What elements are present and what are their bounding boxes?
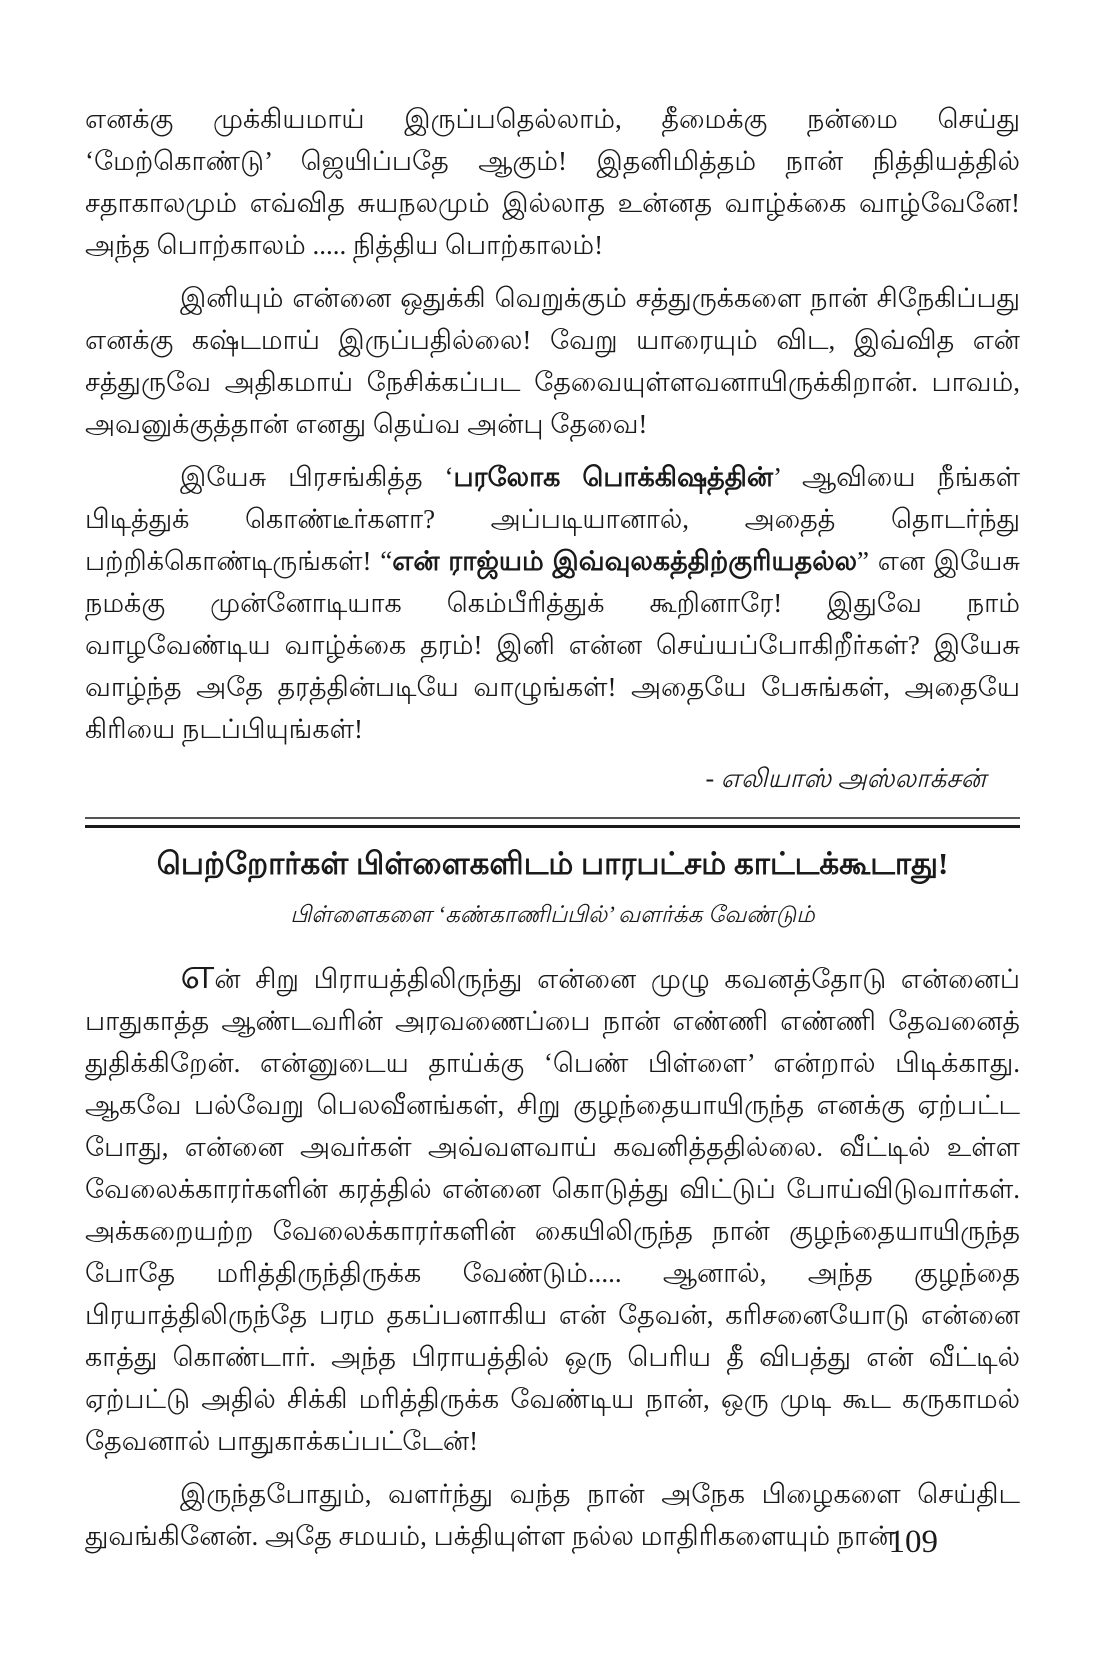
paragraph [85,456,1020,750]
article-section [85,844,1020,1557]
text-segment: ன் சிறு பிராயத்திலிருந்து என்னை முழு கவனத்தோடு என்னைப் பாதுகாத்த ஆண்டவரின் அரவணைப்பை நான் எண்ணி எண்ணி தேவனைத் துதிக்கிறேன். என்னுடைய தாய்க்கு ‘பெண் பிள்ளை’ என்றால் பிடிக்காது. ஆகவே பல்வேறு பெலவீனங்கள், சிறு குழந்தையாயிருந்த எனக்கு ஏற்பட்ட போது, என்னை அவர்கள் அவ்வளவாய் கவனித்ததில்லை. வீட்டில் உள்ள வேலைக்காரர்களின் கரத்தில் என்னை கொடுத்து விட்டுப் போய்விடுவார்கள். அக்கறையற்ற வேலைக்காரர்களின் கையிலிருந்த நான் குழந்தையாயிருந்த போதே மரித்திருந்திருக்க வேண்டும்..... ஆனால், அந்த குழந்தை பிரயாத்திலிருந்தே பரம தகப்பனாகிய என் தேவன், கரிசனையோடு என்னை காத்து கொண்டார். அந்த பிராயத்தில் ஒரு பெரிய தீ விபத்து என் வீட்டில் ஏற்பட்டு அதில் சிக்கி மரித்திருக்க வேண்டிய நான், ஒரு முடி கூட கருகாமல் தேவனால் பாதுகாக்கப்பட்டேன்! [85,964,1020,1456]
author-signature: - எலியாஸ் அஸ்லாக்சன் [705,764,986,793]
text-segment: இனியும் என்னை ஒதுக்கி வெறுக்கும் சத்துருக்களை நான் சிநேகிப்பது எனக்கு கஷ்டமாய் இருப்பதில்லை! வேறு யாரையும் விட, இவ்வித என் சத்துருவே அதிகமாய் நேசிக்கப்பட தேவையுள்ளவனாயிருக்கிறான். பாவம், அவனுக்குத்தான் எனது தெய்வ அன்பு தேவை! [85,283,1020,439]
ending-section-paragraphs [85,98,1020,750]
text-segment: இயேசு பிரசங்கித்த ‘ [180,462,454,492]
text-segment: இருந்தபோதும், வளர்ந்து வந்த நான் அநேக பிழைகளை செய்திட துவங்கினேன். அதே சமயம், பக்தியுள்ள நல்ல மாதிரிகளையும் நான் [85,1479,1020,1551]
drop-cap-letter: எ [180,949,215,998]
text-segment: எனக்கு முக்கியமாய் இருப்பதெல்லாம், தீமைக்கு நன்மை செய்து ‘மேற்கொண்டு’ ஜெயிப்பதே ஆகும்! இதனிமித்தம் நான் நித்தியத்தில் சதாகாலமும் எவ்வித சுயநலமும் இல்லாத உன்னத வாழ்க்கை வாழ்வேனே! அந்த பொற்காலம் ..... நித்திய பொற்காலம்! [85,104,1020,260]
paragraph [85,98,1020,266]
article-paragraphs [85,949,1020,1557]
article-subtitle: பிள்ளைகளை ‘கண்காணிப்பில்’ வளர்க்க வேண்டும் [290,902,815,927]
paragraph [85,949,1020,1462]
section-divider-rule [85,817,1020,828]
bold-text-segment: பரலோக பொக்கிஷத்தின் [453,462,774,492]
article-title: பெற்றோர்கள் பிள்ளைகளிடம் பாரபட்சம் காட்டக்கூடாது! [156,846,949,881]
paragraph [85,277,1020,445]
page-number: 109 [888,1524,938,1560]
text-segment: ’ ஆவியை நீங்கள் பிடித்துக் கொண்டீர்களா? அப்படியானால், அதைத் தொடர்ந்து பற்றிக்கொண்டிருங்கள்! “ [85,462,1020,576]
text-segment: ” என இயேசு நமக்கு முன்னோடியாக கெம்பீரித்துக் கூறினாரே! இதுவே நாம் வாழவேண்டிய வாழ்க்கை தரம்! இனி என்ன செய்யப்போகிறீர்கள்? இயேசு வாழ்ந்த அதே தரத்தின்படியே வாழுங்கள்! அதையே பேசுங்கள், அதையே கிரியை நடப்பியுங்கள்! [85,546,1020,744]
paragraph [85,1473,1020,1557]
ending-section [85,98,1020,797]
bold-text-segment: என் ராஜ்யம் இவ்வுலகத்திற்குரியதல்ல [392,546,858,576]
